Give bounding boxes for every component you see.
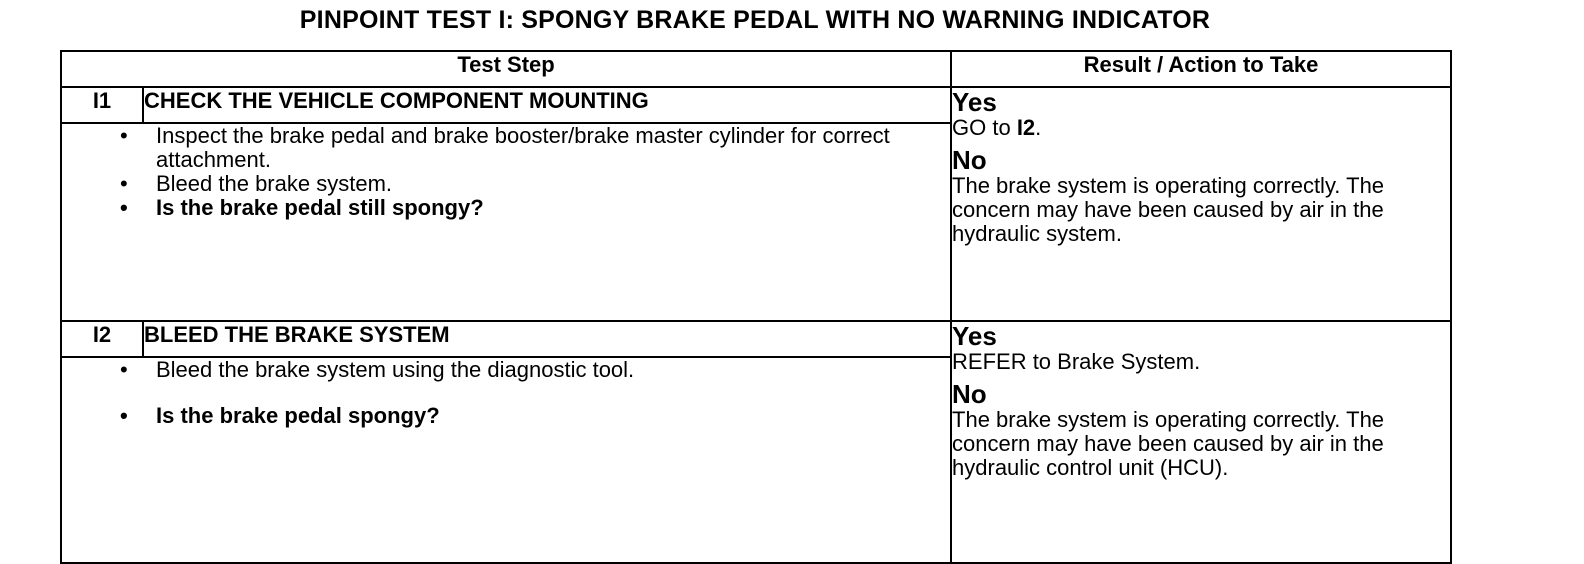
yes-label: Yes bbox=[952, 87, 997, 117]
bullet-icon: • bbox=[120, 357, 128, 382]
yes-action-link: I2 bbox=[1016, 115, 1036, 140]
result-cell bbox=[951, 321, 1451, 563]
step-bullet-list bbox=[62, 358, 950, 428]
no-label: No bbox=[952, 379, 987, 409]
question-item bbox=[120, 195, 930, 220]
bullet-icon: • bbox=[120, 123, 128, 148]
yes-action-suffix: . bbox=[1035, 115, 1042, 140]
bullet-item bbox=[120, 123, 930, 172]
step-title-row bbox=[61, 321, 1451, 357]
bullet-text: Bleed the brake system using the diagnostic tool. bbox=[156, 357, 635, 382]
test-step-header: Test Step bbox=[61, 51, 951, 87]
bullet-item bbox=[120, 357, 930, 382]
step-title: CHECK THE VEHICLE COMPONENT MOUNTING bbox=[143, 87, 951, 123]
step-body bbox=[61, 357, 951, 563]
no-action: The brake system is operating correctly. The concern may have been caused by air in the hydraulic control unit (HCU). bbox=[952, 407, 1385, 480]
yes-action: REFER to Brake System. bbox=[952, 349, 1201, 374]
question-item bbox=[120, 403, 930, 428]
result-block bbox=[952, 88, 1450, 246]
result-block bbox=[952, 322, 1450, 480]
bullet-text: Bleed the brake system. bbox=[156, 171, 393, 196]
step-bullet-list bbox=[62, 124, 950, 220]
bullet-icon: • bbox=[120, 403, 128, 428]
step-id: I1 bbox=[61, 87, 143, 123]
step-title-row bbox=[61, 87, 1451, 123]
question-text: Is the brake pedal spongy? bbox=[156, 403, 440, 428]
step-id: I2 bbox=[61, 321, 143, 357]
step-title: BLEED THE BRAKE SYSTEM bbox=[143, 321, 951, 357]
header-row bbox=[61, 51, 1451, 87]
bullet-icon: • bbox=[120, 195, 128, 220]
result-cell bbox=[951, 87, 1451, 321]
bullet-text: Inspect the brake pedal and brake booster/brake master cylinder for correct attachment. bbox=[156, 123, 890, 172]
page-title: PINPOINT TEST I: SPONGY BRAKE PEDAL WITH NO WARNING INDICATOR bbox=[299, 6, 1211, 34]
pinpoint-test-table bbox=[60, 50, 1452, 564]
bullet-item bbox=[120, 171, 930, 196]
yes-action bbox=[952, 116, 1450, 140]
step-body bbox=[61, 123, 951, 321]
yes-label: Yes bbox=[952, 321, 997, 351]
bullet-icon: • bbox=[120, 171, 128, 196]
result-header: Result / Action to Take bbox=[951, 51, 1451, 87]
question-text: Is the brake pedal still spongy? bbox=[156, 195, 484, 220]
no-action: The brake system is operating correctly. The concern may have been caused by air in the hydraulic system. bbox=[952, 173, 1385, 246]
yes-action-text: GO to bbox=[952, 115, 1017, 140]
no-label: No bbox=[952, 145, 987, 175]
